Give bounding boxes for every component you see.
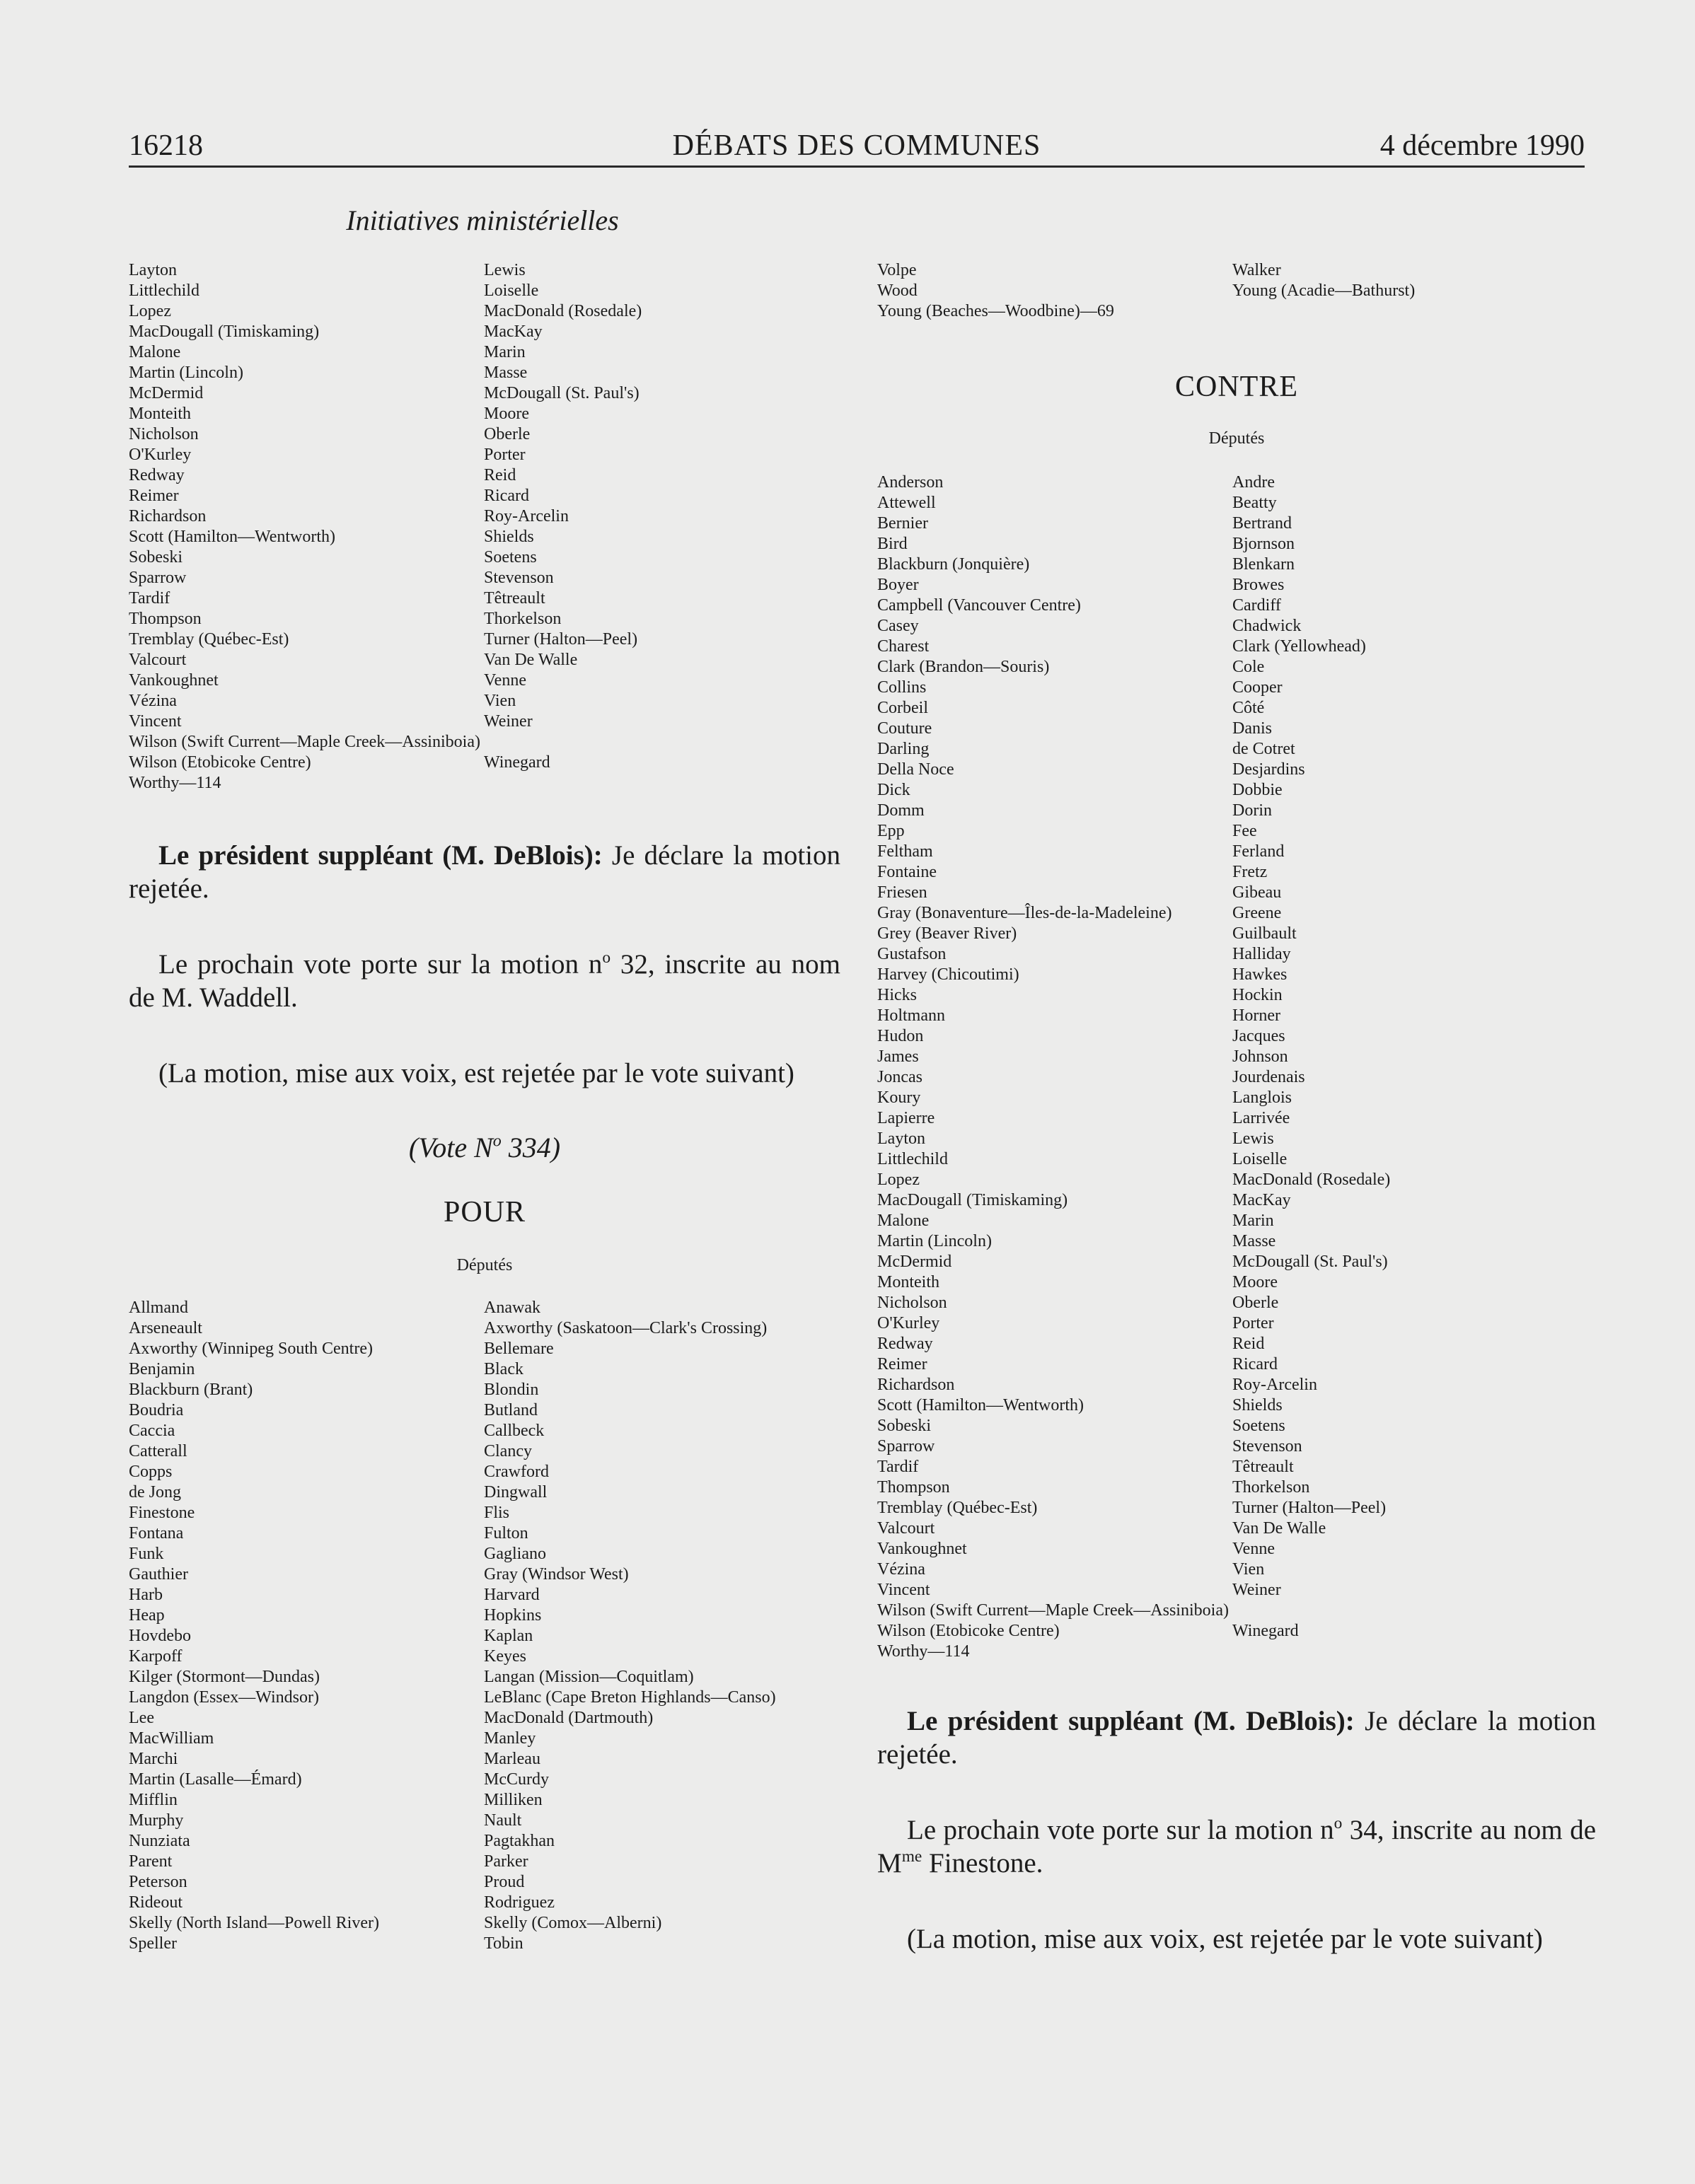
member-name: Gray (Windsor West) bbox=[484, 1565, 629, 1584]
pour-column-2 bbox=[484, 1298, 776, 1954]
member-name: Gibeau bbox=[1232, 883, 1282, 902]
member-name: Murphy bbox=[129, 1811, 184, 1830]
member-name: Grey (Beaver River) bbox=[877, 924, 1017, 943]
names-list-continued bbox=[129, 260, 840, 794]
member-name: de Cotret bbox=[1232, 740, 1295, 758]
member-name: McCurdy bbox=[484, 1770, 549, 1789]
member-name: Wilson (Etobicoke Centre) bbox=[129, 753, 311, 772]
member-name: Parker bbox=[484, 1852, 528, 1871]
member-name: Sobeski bbox=[129, 548, 183, 567]
member-name: Corbeil bbox=[877, 699, 928, 717]
member-name: Thorkelson bbox=[1232, 1478, 1310, 1497]
member-name: Young (Beaches—Woodbine)—69 bbox=[877, 302, 1114, 320]
member-name: Volpe bbox=[877, 261, 917, 279]
member-name: Axworthy (Saskatoon—Clark's Crossing) bbox=[484, 1319, 768, 1337]
member-name: Gustafson bbox=[877, 945, 947, 963]
contre-heading: CONTRE bbox=[1175, 371, 1298, 403]
member-name: Andre bbox=[1232, 473, 1275, 492]
member-name: Charest bbox=[877, 637, 930, 656]
member-name: Guilbault bbox=[1232, 924, 1297, 943]
member-name: LeBlanc (Cape Breton Highlands—Canso) bbox=[484, 1688, 776, 1707]
member-name: Nicholson bbox=[877, 1294, 947, 1312]
pour-deputes-label: Députés bbox=[456, 1256, 513, 1274]
member-name: Campbell (Vancouver Centre) bbox=[877, 596, 1081, 615]
member-name: Fee bbox=[1232, 822, 1257, 840]
member-name: Sparrow bbox=[877, 1437, 935, 1456]
member-name: Sparrow bbox=[129, 569, 187, 587]
member-name: Venne bbox=[1232, 1540, 1275, 1558]
member-name: Clark (Brandon—Souris) bbox=[877, 658, 1050, 676]
member-name: Rodriguez bbox=[484, 1893, 555, 1912]
member-name: Della Noce bbox=[877, 760, 954, 779]
member-name: Epp bbox=[877, 822, 905, 840]
member-name: MacDougall (Timiskaming) bbox=[129, 323, 320, 341]
member-name: Feltham bbox=[877, 842, 933, 861]
member-name: Nault bbox=[484, 1811, 522, 1830]
member-name: Shields bbox=[484, 528, 534, 546]
member-name: Langlois bbox=[1232, 1088, 1292, 1107]
member-name: James bbox=[877, 1047, 919, 1066]
member-name: Axworthy (Winnipeg South Centre) bbox=[129, 1340, 373, 1358]
member-name bbox=[484, 732, 642, 753]
member-name: Gauthier bbox=[129, 1565, 188, 1584]
next-vote-paragraph: Le prochain vote porte sur la motion $n^o$ 32, inscrite au nom de M. Waddell. bbox=[129, 948, 840, 1013]
member-name: Karpoff bbox=[129, 1647, 183, 1666]
member-name: Mifflin bbox=[129, 1791, 178, 1809]
member-name: Greene bbox=[1232, 904, 1282, 922]
member-name: Lopez bbox=[877, 1171, 920, 1189]
speaker-paragraph: Le président suppléant (M. DeBlois): Je déclare la motion rejetée. bbox=[129, 840, 841, 904]
member-name: Turner (Halton—Peel) bbox=[1232, 1499, 1387, 1517]
member-name: Thorkelson bbox=[484, 610, 562, 628]
member-name: Oberle bbox=[1232, 1294, 1279, 1312]
member-name: Anawak bbox=[484, 1299, 540, 1317]
member-name: Hovdebo bbox=[129, 1627, 191, 1645]
member-name: Kaplan bbox=[484, 1627, 533, 1645]
member-name: Fretz bbox=[1232, 863, 1268, 881]
member-name: MacDonald (Rosedale) bbox=[484, 302, 642, 320]
member-name: Johnson bbox=[1232, 1047, 1288, 1066]
vote-result-paragraph-2: (La motion, mise aux voix, est rejetée par le vote suivant) bbox=[907, 1924, 1543, 1954]
member-name: Pagtakhan bbox=[484, 1832, 555, 1850]
page-header bbox=[129, 126, 1585, 168]
page-number: 16218 bbox=[129, 129, 203, 162]
member-name: McDermid bbox=[129, 384, 204, 402]
member-name: Têtreault bbox=[484, 589, 545, 608]
member-name: Worthy—114 bbox=[877, 1642, 970, 1661]
member-name: Callbeck bbox=[484, 1422, 545, 1440]
member-name: Stevenson bbox=[484, 569, 554, 587]
member-name: Copps bbox=[129, 1463, 173, 1481]
member-name: Butland bbox=[484, 1401, 538, 1419]
pour-list bbox=[129, 1298, 840, 1954]
member-name: MacDonald (Dartmouth) bbox=[484, 1709, 654, 1727]
member-name: Tremblay (Québec-Est) bbox=[877, 1499, 1038, 1517]
member-name: Nunziata bbox=[129, 1832, 190, 1850]
member-name: Marleau bbox=[484, 1750, 540, 1768]
member-name: Lewis bbox=[1232, 1129, 1274, 1148]
member-name: Reimer bbox=[129, 487, 179, 505]
speaker-label: Le président suppléant (M. DeBlois): bbox=[158, 840, 603, 871]
member-name: Milliken bbox=[484, 1791, 543, 1809]
member-name: Dingwall bbox=[484, 1483, 548, 1502]
member-name: Arseneault bbox=[129, 1319, 202, 1337]
member-name: Redway bbox=[877, 1335, 933, 1353]
member-name: Masse bbox=[1232, 1232, 1276, 1250]
member-name: Loiselle bbox=[1232, 1150, 1288, 1168]
member-name: Tardif bbox=[877, 1458, 919, 1476]
member-name: Speller bbox=[129, 1934, 177, 1953]
next-vote-paragraph-2: Le prochain vote porte sur la motion $n^o$ 34, inscrite au nom de $M^{me}$ Finestone. bbox=[877, 1813, 1597, 1878]
pour-column-1 bbox=[129, 1298, 484, 1954]
member-name: Harvard bbox=[484, 1586, 540, 1604]
member-name: Roy-Arcelin bbox=[1232, 1376, 1317, 1394]
member-name: Van De Walle bbox=[484, 651, 578, 669]
member-name: Nicholson bbox=[129, 425, 199, 443]
member-name: Clark (Yellowhead) bbox=[1232, 637, 1366, 656]
member-name: Jourdenais bbox=[1232, 1068, 1305, 1086]
member-name: Joncas bbox=[877, 1068, 922, 1086]
member-name: Catterall bbox=[129, 1442, 187, 1460]
member-name: Fontaine bbox=[877, 863, 937, 881]
member-name: Hawkes bbox=[1232, 965, 1288, 984]
member-name: Winegard bbox=[1232, 1622, 1299, 1640]
member-name: Browes bbox=[1232, 576, 1285, 594]
member-name: Cardiff bbox=[1232, 596, 1281, 615]
member-name: Lewis bbox=[484, 261, 526, 279]
member-name: Lopez bbox=[129, 302, 171, 320]
member-name: Cole bbox=[1232, 658, 1265, 676]
member-name: Wilson (Swift Current—Maple Creek—Assiniboia) bbox=[877, 1601, 1229, 1620]
member-name: Dick bbox=[877, 781, 910, 799]
member-name: Weiner bbox=[484, 712, 533, 731]
member-name: Thompson bbox=[877, 1478, 950, 1497]
member-name: Stevenson bbox=[1232, 1437, 1302, 1456]
page-title: DÉBATS DES COMMUNES bbox=[672, 129, 1041, 162]
member-name: Soetens bbox=[1232, 1417, 1285, 1435]
member-name: Cooper bbox=[1232, 678, 1283, 697]
member-name: Moore bbox=[484, 405, 529, 423]
member-name: Larrivée bbox=[1232, 1109, 1290, 1127]
member-name: Heap bbox=[129, 1606, 165, 1625]
member-name: Wilson (Etobicoke Centre) bbox=[877, 1622, 1060, 1640]
member-name: Bellemare bbox=[484, 1340, 554, 1358]
member-name: Finestone bbox=[129, 1504, 195, 1522]
member-name: Marin bbox=[1232, 1212, 1274, 1230]
member-name: Blackburn (Jonquière) bbox=[877, 555, 1030, 574]
member-name: Moore bbox=[1232, 1273, 1278, 1291]
member-name: Chadwick bbox=[1232, 617, 1302, 635]
member-name: Gray (Bonaventure—Îles-de-la-Madeleine) bbox=[877, 904, 1172, 922]
member-name: Proud bbox=[484, 1873, 525, 1891]
member-name: McDougall (St. Paul's) bbox=[1232, 1253, 1388, 1271]
member-name: Porter bbox=[1232, 1314, 1274, 1332]
member-name: Funk bbox=[129, 1545, 164, 1563]
member-name: Rideout bbox=[129, 1893, 183, 1912]
member-name: Martin (Lincoln) bbox=[877, 1232, 992, 1250]
member-name: Bjornson bbox=[1232, 535, 1295, 553]
member-name: Valcourt bbox=[877, 1519, 935, 1538]
member-name: Weiner bbox=[1232, 1581, 1281, 1599]
member-name: Wood bbox=[877, 281, 918, 300]
member-name: Monteith bbox=[877, 1273, 939, 1291]
member-name: Vankoughnet bbox=[129, 671, 219, 690]
member-name: Malone bbox=[129, 343, 181, 361]
member-name: Beatty bbox=[1232, 494, 1277, 512]
member-name: Marchi bbox=[129, 1750, 178, 1768]
member-name: Porter bbox=[484, 446, 526, 464]
member-name: Clancy bbox=[484, 1442, 532, 1460]
member-name: Langdon (Essex—Windsor) bbox=[129, 1688, 319, 1707]
vote-number: (Vote $N^o$ 334) bbox=[408, 1132, 561, 1163]
member-name: Koury bbox=[877, 1088, 921, 1107]
member-name: Friesen bbox=[877, 883, 927, 902]
member-name: Richardson bbox=[129, 507, 207, 525]
member-name: Ricard bbox=[1232, 1355, 1278, 1373]
member-name: Gagliano bbox=[484, 1545, 546, 1563]
member-name: Vincent bbox=[129, 712, 182, 731]
member-name: Langan (Mission—Coquitlam) bbox=[484, 1668, 694, 1686]
contre-list bbox=[877, 472, 1596, 1662]
member-name: Blondin bbox=[484, 1381, 539, 1399]
member-name: Halliday bbox=[1232, 945, 1291, 963]
member-name: Peterson bbox=[129, 1873, 187, 1891]
member-name: Wilson (Swift Current—Maple Creek—Assiniboia) bbox=[129, 733, 480, 751]
member-name: Loiselle bbox=[484, 281, 539, 300]
member-name: Hockin bbox=[1232, 986, 1283, 1004]
member-name: Ricard bbox=[484, 487, 529, 505]
member-name: Bernier bbox=[877, 514, 928, 533]
member-name: Scott (Hamilton—Wentworth) bbox=[877, 1396, 1084, 1415]
member-name: Soetens bbox=[484, 548, 537, 567]
pour-end-column-1 bbox=[877, 260, 1232, 322]
member-name: Roy-Arcelin bbox=[484, 507, 569, 525]
member-name: Shields bbox=[1232, 1396, 1283, 1415]
member-name: Littlechild bbox=[877, 1150, 948, 1168]
member-name: Skelly (North Island—Powell River) bbox=[129, 1914, 379, 1932]
right-column bbox=[877, 260, 1596, 1956]
member-name: Marin bbox=[484, 343, 526, 361]
member-name: Layton bbox=[129, 261, 177, 279]
member-name: Vien bbox=[484, 692, 516, 710]
pour-list-end bbox=[877, 260, 1596, 322]
page-date: 4 décembre 1990 bbox=[1379, 129, 1585, 162]
member-name: Bertrand bbox=[1232, 514, 1292, 533]
member-name: Collins bbox=[877, 678, 927, 697]
member-name: Flis bbox=[484, 1504, 510, 1522]
member-name: Darling bbox=[877, 740, 930, 758]
member-name: Reid bbox=[1232, 1335, 1265, 1353]
member-name: Hudon bbox=[877, 1027, 924, 1045]
member-name: Desjardins bbox=[1232, 760, 1305, 779]
member-name: Keyes bbox=[484, 1647, 526, 1666]
member-name: Tremblay (Québec-Est) bbox=[129, 630, 289, 649]
member-name: Winegard bbox=[484, 753, 550, 772]
member-name: Sobeski bbox=[877, 1417, 932, 1435]
member-name: Hopkins bbox=[484, 1606, 542, 1625]
member-name: Allmand bbox=[129, 1299, 188, 1317]
names-column-1 bbox=[129, 260, 484, 794]
section-subtitle: Initiatives ministérielles bbox=[346, 204, 619, 236]
member-name: Thompson bbox=[129, 610, 202, 628]
member-name: Vézina bbox=[877, 1560, 925, 1579]
member-name: Horner bbox=[1232, 1006, 1280, 1025]
member-name: Bird bbox=[877, 535, 908, 553]
member-name: Vincent bbox=[877, 1581, 930, 1599]
member-name: Skelly (Comox—Alberni) bbox=[484, 1914, 662, 1932]
member-name: Reimer bbox=[877, 1355, 927, 1373]
member-name: Boyer bbox=[877, 576, 919, 594]
member-name: Dobbie bbox=[1232, 781, 1283, 799]
member-name: Casey bbox=[877, 617, 919, 635]
member-name: Malone bbox=[877, 1212, 930, 1230]
member-name: Anderson bbox=[877, 473, 944, 492]
member-name: O'Kurley bbox=[877, 1314, 940, 1332]
member-name: Crawford bbox=[484, 1463, 549, 1481]
member-name: Monteith bbox=[129, 405, 191, 423]
contre-column-1 bbox=[877, 472, 1232, 1662]
member-name: McDougall (St. Paul's) bbox=[484, 384, 640, 402]
member-name: Holtmann bbox=[877, 1006, 945, 1025]
member-name: Côté bbox=[1232, 699, 1265, 717]
left-column bbox=[129, 260, 840, 1954]
pour-end-column-2 bbox=[1232, 260, 1415, 322]
member-name: MacKay bbox=[484, 323, 543, 341]
member-name: Boudria bbox=[129, 1401, 184, 1419]
member-name: Dorin bbox=[1232, 801, 1272, 820]
member-name: Reid bbox=[484, 466, 516, 484]
names-column-2 bbox=[484, 260, 642, 794]
member-name: Caccia bbox=[129, 1422, 175, 1440]
member-name: Harb bbox=[129, 1586, 163, 1604]
member-name: Littlechild bbox=[129, 281, 199, 300]
member-name: Couture bbox=[877, 719, 932, 738]
member-name: Attewell bbox=[877, 494, 936, 512]
contre-column-2 bbox=[1232, 472, 1390, 1662]
member-name: MacKay bbox=[1232, 1191, 1291, 1209]
member-name: Fulton bbox=[484, 1524, 528, 1543]
member-name: Benjamin bbox=[129, 1360, 195, 1378]
member-name: Harvey (Chicoutimi) bbox=[877, 965, 1019, 984]
member-name: Hicks bbox=[877, 986, 917, 1004]
member-name: Manley bbox=[484, 1729, 536, 1748]
member-name: Danis bbox=[1232, 719, 1272, 738]
member-name: MacDougall (Timiskaming) bbox=[877, 1191, 1068, 1209]
member-name: Young (Acadie—Bathurst) bbox=[1232, 281, 1416, 300]
member-name: Martin (Lincoln) bbox=[129, 364, 243, 382]
vote-result-paragraph: (La motion, mise aux voix, est rejetée par le vote suivant) bbox=[158, 1058, 794, 1088]
member-name: McDermid bbox=[877, 1253, 952, 1271]
member-name bbox=[1232, 1601, 1390, 1621]
member-name: Van De Walle bbox=[1232, 1519, 1326, 1538]
member-name: Ferland bbox=[1232, 842, 1285, 861]
member-name: Scott (Hamilton—Wentworth) bbox=[129, 528, 336, 546]
member-name: Blackburn (Brant) bbox=[129, 1381, 253, 1399]
member-name: Richardson bbox=[877, 1376, 955, 1394]
member-name: Walker bbox=[1232, 261, 1281, 279]
member-name: Oberle bbox=[484, 425, 531, 443]
member-name: Redway bbox=[129, 466, 185, 484]
member-name: Têtreault bbox=[1232, 1458, 1294, 1476]
member-name: Vankoughnet bbox=[877, 1540, 967, 1558]
member-name: Lee bbox=[129, 1709, 154, 1727]
member-name: Black bbox=[484, 1360, 523, 1378]
contre-deputes-label: Députés bbox=[1208, 429, 1265, 448]
member-name: Tardif bbox=[129, 589, 170, 608]
member-name: Tobin bbox=[484, 1934, 523, 1953]
speaker-label-2: Le président suppléant (M. DeBlois): bbox=[907, 1706, 1355, 1736]
member-name: Layton bbox=[877, 1129, 925, 1148]
member-name: MacDonald (Rosedale) bbox=[1232, 1171, 1391, 1189]
member-name: MacWilliam bbox=[129, 1729, 214, 1748]
pour-heading: POUR bbox=[443, 1196, 526, 1228]
member-name: O'Kurley bbox=[129, 446, 192, 464]
member-name: Fontana bbox=[129, 1524, 184, 1543]
member-name: Kilger (Stormont—Dundas) bbox=[129, 1668, 320, 1686]
member-name: Vézina bbox=[129, 692, 177, 710]
speaker-paragraph-2: Le président suppléant (M. DeBlois): Je déclare la motion rejetée. bbox=[877, 1706, 1597, 1770]
member-name: Jacques bbox=[1232, 1027, 1285, 1045]
member-name: Worthy—114 bbox=[129, 774, 221, 792]
member-name: Venne bbox=[484, 671, 526, 690]
member-name: Valcourt bbox=[129, 651, 187, 669]
member-name: Martin (Lasalle—Émard) bbox=[129, 1770, 302, 1789]
member-name: Blenkarn bbox=[1232, 555, 1295, 574]
member-name: Vien bbox=[1232, 1560, 1265, 1579]
member-name: de Jong bbox=[129, 1483, 181, 1502]
member-name: Domm bbox=[877, 801, 925, 820]
member-name: Lapierre bbox=[877, 1109, 935, 1127]
member-name: Turner (Halton—Peel) bbox=[484, 630, 638, 649]
member-name: Parent bbox=[129, 1852, 173, 1871]
member-name: Masse bbox=[484, 364, 528, 382]
